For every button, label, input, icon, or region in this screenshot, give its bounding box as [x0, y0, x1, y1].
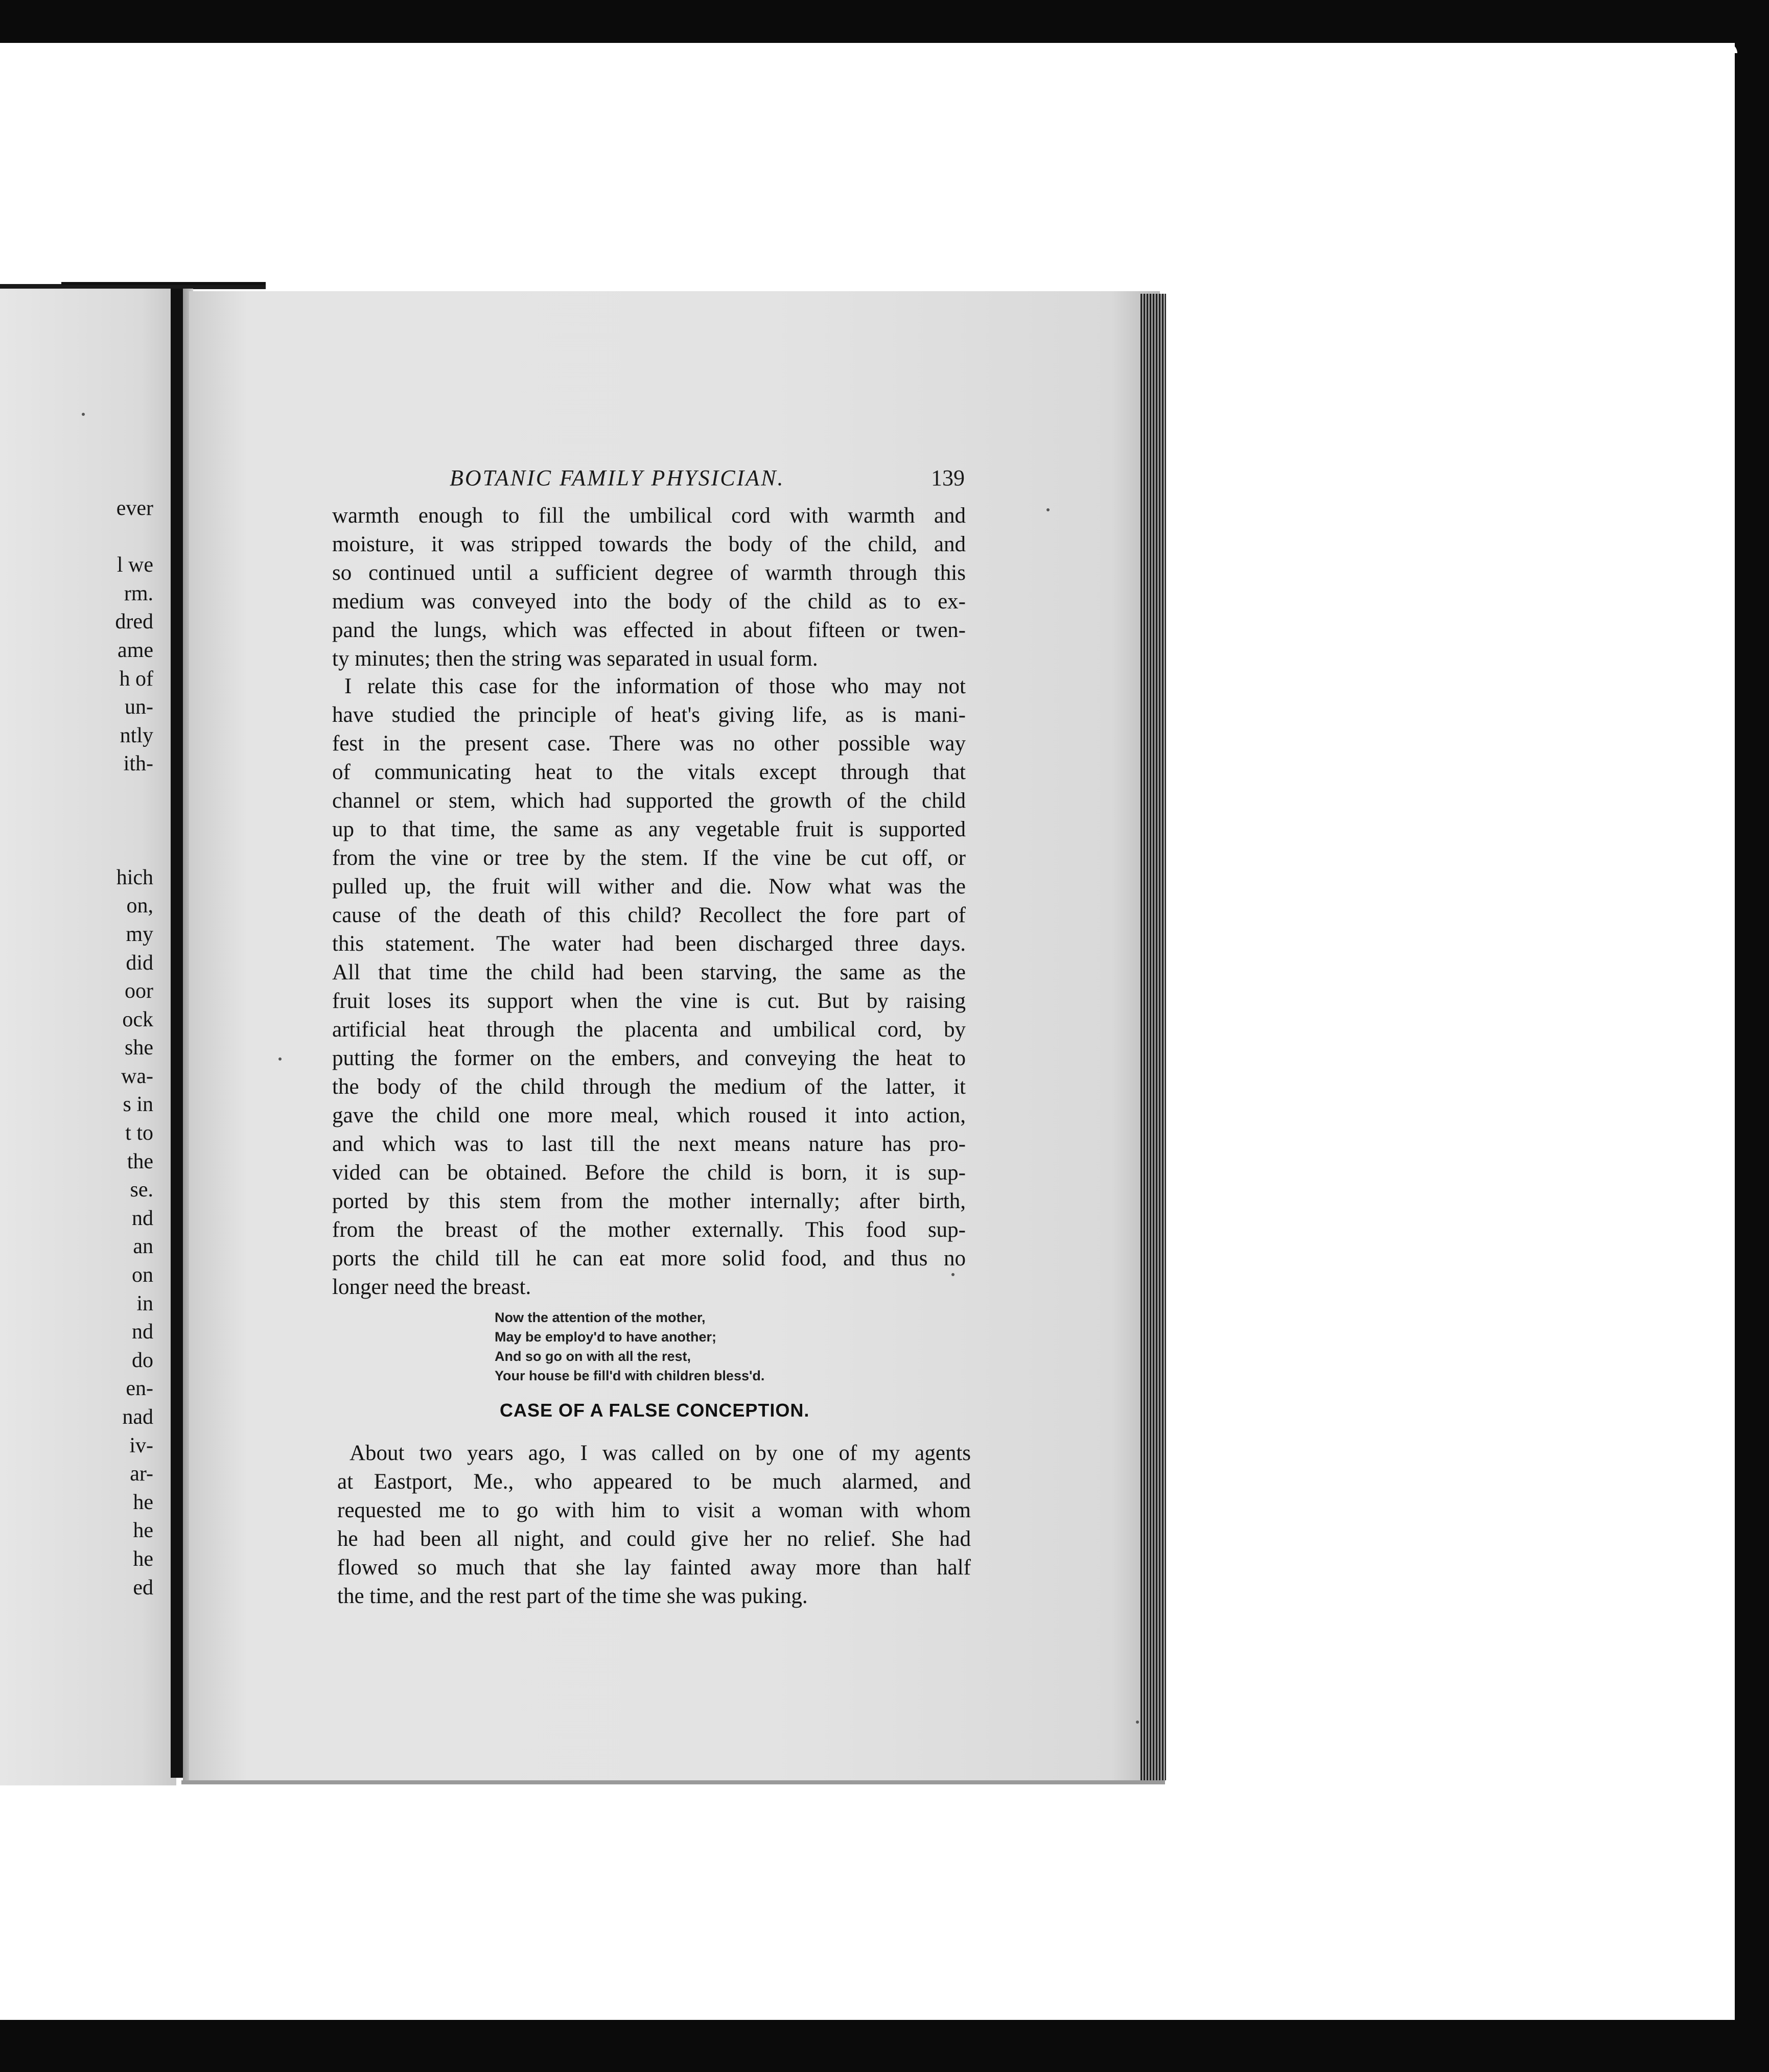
text-line: warmth enough to fill the umbilical cord with warmth and: [332, 504, 966, 528]
page-bottom-edge: [181, 1780, 1165, 1784]
text-line: fruit loses its support when the vine is cut. But by raising: [332, 989, 966, 1013]
left-page-line: the: [127, 1149, 153, 1173]
section-heading: CASE OF A FALSE CONCEPTION.: [500, 1400, 810, 1421]
left-page-line: ntly: [120, 723, 153, 747]
left-page-line: ed: [133, 1575, 153, 1599]
text-line: pulled up, the fruit will wither and die. Now what was the: [332, 875, 966, 899]
text-line: and which was to last till the next means nature has pro-: [332, 1132, 966, 1156]
left-page-line: he: [133, 1490, 153, 1514]
left-page-line: en-: [126, 1377, 153, 1401]
left-page-line: he: [133, 1519, 153, 1543]
text-line: I relate this case for the information of those who may not: [344, 674, 966, 698]
left-page-line: se.: [130, 1178, 153, 1202]
left-page-line: ock: [122, 1007, 153, 1031]
page-stack-edge: [1140, 294, 1166, 1780]
left-page-line: [0, 835, 153, 864]
left-page-line: in: [136, 1291, 153, 1315]
text-line: About two years ago, I was called on by one of my agents: [350, 1441, 971, 1465]
left-page-line: rm.: [124, 581, 153, 605]
left-page-line: on: [132, 1263, 153, 1287]
scan-border-top: [0, 0, 1769, 43]
text-line: moisture, it was stripped towards the body of the child, and: [332, 532, 966, 556]
left-page-line: she: [125, 1036, 153, 1060]
left-page-line: ith-: [123, 752, 153, 776]
text-line: vided can be obtained. Before the child is born, it is sup-: [332, 1161, 966, 1185]
scan-speck: [1046, 508, 1050, 511]
left-page-line: an: [133, 1235, 153, 1259]
left-page-text: [0, 495, 153, 1602]
left-page-line: [0, 523, 153, 552]
text-line: pand the lungs, which was effected in about fifteen or twen-: [332, 618, 966, 642]
book-gutter: [171, 289, 183, 1778]
left-page-line: did: [126, 951, 153, 975]
left-page-line: s in: [123, 1093, 153, 1117]
text-line: the body of the child through the medium of the latter, it: [332, 1075, 966, 1099]
left-page-line: t to: [125, 1121, 153, 1145]
left-page-line: wa-: [121, 1064, 153, 1088]
text-line: up to that time, the same as any vegetable fruit is supported: [332, 817, 966, 841]
left-page-cover-edge: [61, 282, 266, 285]
text-line: so continued until a sufficient degree of warmth through this: [332, 561, 966, 585]
left-page-line: he: [133, 1547, 153, 1571]
text-line: from the vine or tree by the stem. If the vine be cut off, or: [332, 846, 966, 870]
verse-line: May be employ'd to have another;: [495, 1329, 717, 1345]
left-page-line: ar-: [130, 1462, 153, 1486]
verse: [495, 1308, 764, 1385]
text-line: flowed so much that she lay fainted away more than half: [337, 1556, 971, 1580]
text-line: he had been all night, and could give her no relief. She had: [337, 1527, 971, 1551]
left-page-line: nd: [132, 1320, 153, 1344]
text-line: artificial heat through the placenta and umbilical cord, by: [332, 1018, 966, 1042]
text-line: cause of the death of this child? Recollect the fore part of: [332, 903, 966, 927]
page-number: 139: [931, 465, 965, 490]
scan-border-corner: [1702, 43, 1737, 53]
text-line: this statement. The water had been discharged three days.: [332, 932, 966, 956]
scan-speck: [951, 1273, 955, 1276]
text-line: ty minutes; then the string was separated in usual form.: [332, 647, 818, 671]
scan-speck: [1136, 1721, 1139, 1724]
left-page-line: h of: [119, 667, 153, 691]
text-line: have studied the principle of heat's giving life, as is mani-: [332, 703, 966, 727]
left-page-line: do: [132, 1348, 153, 1372]
text-line: medium was conveyed into the body of the child as to ex-: [332, 590, 966, 614]
text-line: channel or stem, which had supported the growth of the child: [332, 789, 966, 813]
left-page-line: l we: [117, 553, 153, 577]
text-line: All that time the child had been starving, the same as the: [332, 960, 966, 984]
text-line: at Eastport, Me., who appeared to be much alarmed, and: [337, 1470, 971, 1494]
left-page-line: ever: [116, 497, 153, 520]
text-line: requested me to go with him to visit a woman with whom: [337, 1498, 971, 1522]
text-line: the time, and the rest part of the time she was puking.: [337, 1584, 808, 1608]
scan-speck: [82, 413, 85, 416]
scan-speck: [278, 1057, 282, 1061]
left-page-line: [0, 807, 153, 836]
paragraph-2: [332, 672, 966, 1302]
text-line: from the breast of the mother externally. This food sup-: [332, 1218, 966, 1242]
verse-line: Now the attention of the mother,: [495, 1310, 706, 1325]
left-page-line: nad: [122, 1405, 153, 1429]
left-page-line: nd: [132, 1206, 153, 1230]
text-line: ported by this stem from the mother internally; after birth,: [332, 1189, 966, 1213]
left-page-line: hich: [116, 865, 153, 889]
text-line: longer need the breast.: [332, 1275, 531, 1299]
text-line: ports the child till he can eat more solid food, and thus no: [332, 1246, 966, 1270]
left-page-line: on,: [126, 894, 153, 918]
verse-line: And so go on with all the rest,: [495, 1349, 691, 1364]
text-line: of communicating heat to the vitals except through that: [332, 760, 966, 784]
paragraph-1: [332, 502, 966, 673]
scan-border-right: [1735, 0, 1769, 2072]
paragraph-3: [337, 1439, 971, 1611]
running-head: BOTANIC FAMILY PHYSICIAN.: [450, 465, 785, 490]
scan-border-bottom: [0, 2020, 1769, 2072]
verse-line: Your house be fill'd with children bless'd.: [495, 1368, 765, 1383]
left-page-line: oor: [125, 979, 153, 1003]
left-page-line: dred: [115, 610, 153, 634]
left-page-line: ame: [118, 638, 153, 662]
left-page-line: iv-: [129, 1433, 153, 1457]
text-line: fest in the present case. There was no other possible way: [332, 732, 966, 756]
text-line: gave the child one more meal, which roused it into action,: [332, 1103, 966, 1127]
left-page-line: [0, 779, 153, 807]
left-page-line: un-: [125, 695, 153, 719]
left-page-line: my: [126, 922, 153, 946]
text-line: putting the former on the embers, and conveying the heat to: [332, 1046, 966, 1070]
